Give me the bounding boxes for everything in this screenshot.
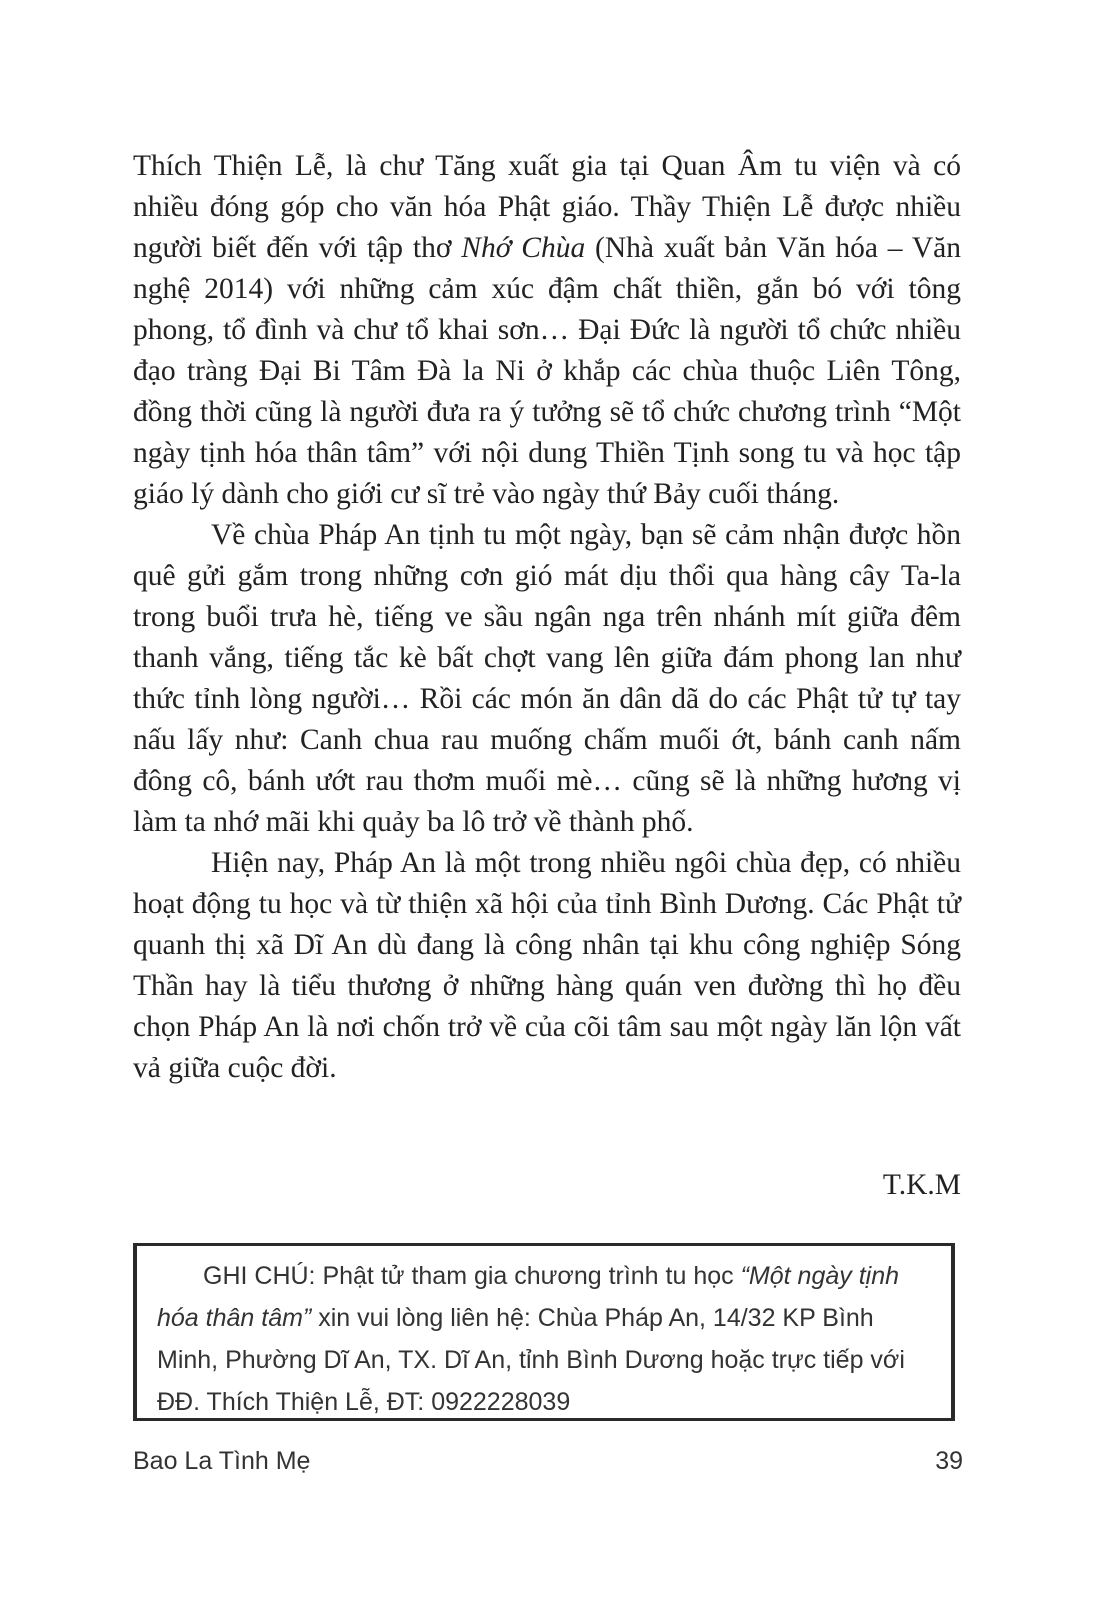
- note-text: [157, 1255, 933, 1423]
- note-box: [133, 1243, 955, 1421]
- paragraph-1-part-b: (Nhà xuất bản Văn hóa – Văn nghệ 2014) với những cảm xúc đậm chất thiền, gắn bó với tông phong, tổ đình và chư tổ khai sơn… Đại Đức là người tổ chức nhiều đạo tràng Đại Bi Tâm Đà la Ni ở khắp các chùa thuộc Liên Tông, đồng thời cũng là người đưa ra ý tưởng sẽ tổ chức chương trình “Một ngày tịnh hóa thân tâm” với nội dung Thiền Tịnh song tu và học tập giáo lý dành cho giới cư sĩ trẻ vào ngày thứ Bảy cuối tháng.: [133, 232, 961, 510]
- author-signature: T.K.M: [882, 1169, 961, 1201]
- poetry-book-title: Nhớ Chùa: [461, 232, 586, 264]
- footer-book-title: Bao La Tình Mẹ: [133, 1447, 311, 1475]
- paragraph-2: Về chùa Pháp An tịnh tu một ngày, bạn sẽ cảm nhận được hồn quê gửi gắm trong những cơn gió mát dịu thổi qua hàng cây Ta-la trong buổi trưa hè, tiếng ve sầu ngân nga trên nhánh mít giữa đêm thanh vắng, tiếng tắc kè bất chợt vang lên giữa đám phong lan như thức tỉnh lòng người… Rồi các món ăn dân dã do các Phật tử tự tay nấu lấy như: Canh chua rau muống chấm muối ớt, bánh canh nấm đông cô, bánh ướt rau thơm muối mè… cũng sẽ là những hương vị làm ta nhớ mãi khi quảy ba lô trở về thành phố.: [133, 519, 961, 838]
- main-text: [133, 146, 961, 1089]
- paragraph-1: [133, 146, 961, 515]
- note-program-name: “Một ngày tịnh hóa thân tâm”: [157, 1262, 900, 1332]
- note-contact: xin vui lòng liên hệ: Chùa Pháp An, 14/32 KP Bình Minh, Phường Dĩ An, TX. Dĩ An, tỉnh Bình Dương hoặc trực tiếp với ĐĐ. Thích Thiện Lễ, ĐT: 0922228039: [157, 1304, 905, 1416]
- page-number: 39: [935, 1447, 963, 1475]
- paragraph-3: Hiện nay, Pháp An là một trong nhiều ngôi chùa đẹp, có nhiều hoạt động tu học và từ thiện xã hội của tỉnh Bình Dương. Các Phật tử quanh thị xã Dĩ An dù đang là công nhân tại khu công nghiệp Sóng Thần hay là tiểu thương ở những hàng quán ven đường thì họ đều chọn Pháp An là nơi chốn trở về của cõi tâm sau một ngày lăn lộn vất vả giữa cuộc đời.: [133, 847, 961, 1084]
- note-lead: GHI CHÚ: Phật tử tham gia chương trình tu học: [203, 1262, 741, 1290]
- paragraph-1-part-a: Thích Thiện Lễ, là chư Tăng xuất gia tại Quan Âm tu viện và có nhiều đóng góp cho văn hóa Phật giáo. Thầy Thiện Lễ được nhiều người biết đến với tập thơ: [133, 150, 961, 264]
